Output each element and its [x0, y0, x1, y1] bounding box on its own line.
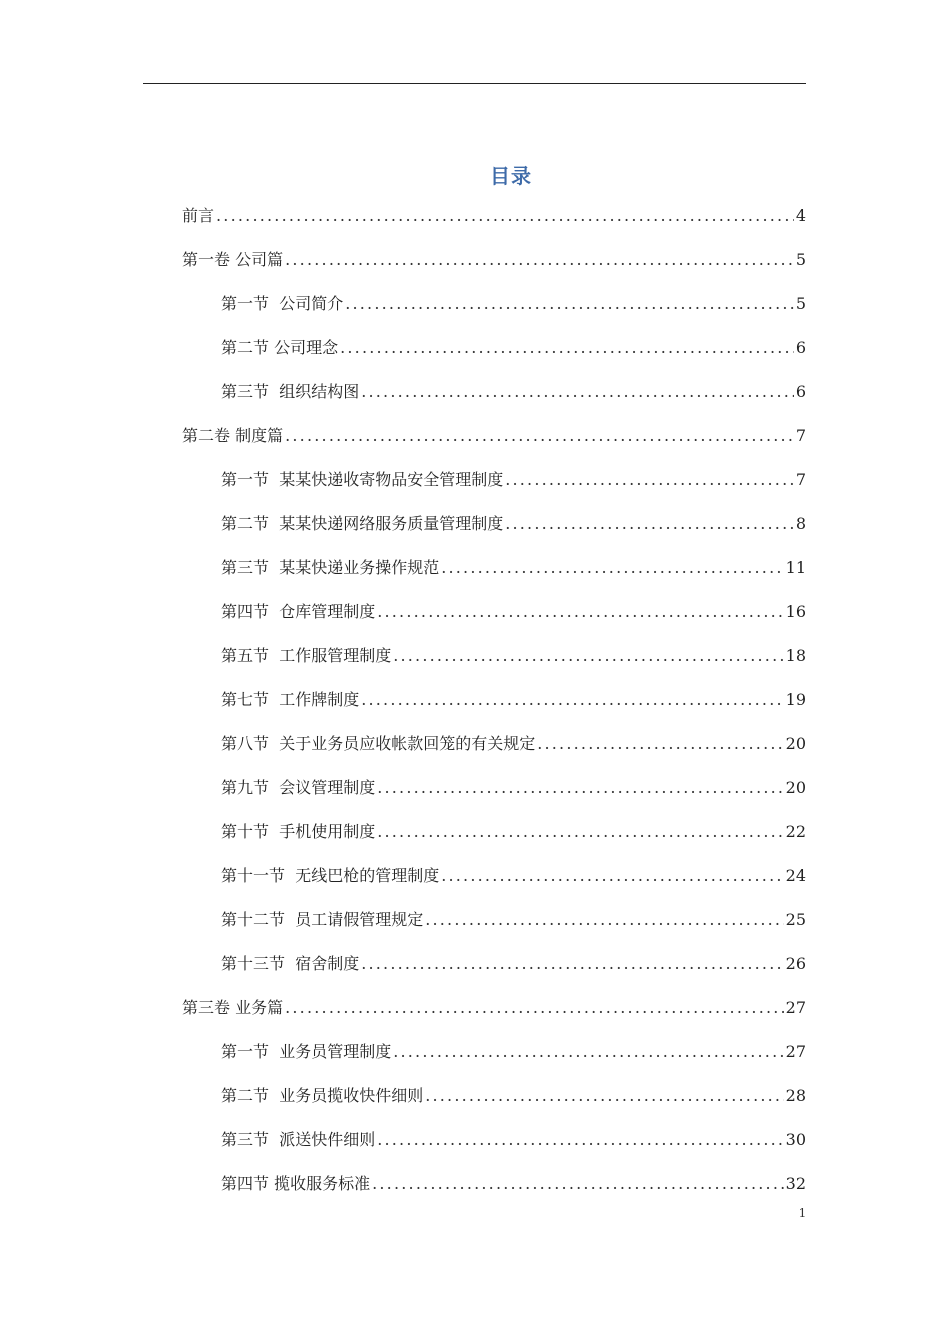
toc-entry-title: 工作服管理制度	[279, 646, 392, 665]
dot-leader	[425, 910, 783, 930]
toc-entry-title: 手机使用制度	[279, 822, 376, 841]
dot-leader	[377, 602, 783, 622]
toc-entry-title: 公司简介	[279, 294, 344, 313]
toc-entry-page: 7	[795, 470, 806, 489]
toc-entry-number: 第九节	[221, 778, 280, 797]
toc-entry-number: 第八节	[221, 734, 280, 753]
toc-entry-section[interactable]	[182, 282, 806, 326]
toc-entry-page: 20	[785, 734, 806, 753]
dot-leader	[377, 822, 783, 842]
toc-entry-number: 第十三节	[221, 954, 296, 973]
toc-entry-title: 组织结构图	[279, 382, 360, 401]
toc-entry-title: 员工请假管理规定	[295, 910, 424, 929]
dot-leader	[372, 1174, 784, 1194]
toc-entry-number: 第四节	[221, 1174, 275, 1193]
toc-entry-number: 第二节	[221, 514, 280, 533]
toc-entry-section[interactable]	[182, 458, 806, 502]
toc-entry-title: 业务员揽收快件细则	[279, 1086, 424, 1105]
toc-entry-section[interactable]	[182, 1074, 806, 1118]
toc-entry-title: 业务员管理制度	[279, 1042, 392, 1061]
toc-entry-number: 第三节	[221, 382, 280, 401]
toc-entry-number: 第五节	[221, 646, 280, 665]
toc-entry-title: 制度篇	[235, 426, 284, 445]
dot-leader	[285, 998, 784, 1018]
toc-entry-section[interactable]	[182, 326, 806, 370]
toc-entry-title: 仓库管理制度	[279, 602, 376, 621]
toc-entry-title: 会议管理制度	[279, 778, 376, 797]
dot-leader	[377, 778, 783, 798]
dot-leader	[441, 866, 783, 886]
toc-entry-title: 宿舍制度	[295, 954, 360, 973]
toc-entry-title: 公司理念	[274, 338, 339, 357]
toc-entry-section[interactable]	[182, 722, 806, 766]
toc-entry-number: 第七节	[221, 690, 280, 709]
dot-leader	[216, 206, 794, 226]
toc-entry-page: 6	[795, 382, 806, 401]
toc-entry-title: 某某快递网络服务质量管理制度	[279, 514, 504, 533]
dot-leader	[425, 1086, 783, 1106]
toc-entry-number: 第二节	[221, 338, 275, 357]
toc-entry-number: 第十一节	[221, 866, 296, 885]
toc-entry-section[interactable]	[182, 502, 806, 546]
toc-entry-page: 8	[795, 514, 806, 533]
toc-title: 目录	[490, 164, 532, 188]
toc-entry-volume[interactable]	[182, 414, 806, 458]
dot-leader	[377, 1130, 783, 1150]
toc-entry-number: 第一节	[221, 470, 280, 489]
toc-entry-title: 公司篇	[235, 250, 284, 269]
dot-leader	[361, 954, 783, 974]
toc-entry-section[interactable]	[182, 1118, 806, 1162]
dot-leader	[505, 514, 794, 534]
toc-entry-page: 22	[785, 822, 806, 841]
toc-entry-number: 第一节	[221, 1042, 280, 1061]
toc-entry-section[interactable]	[182, 546, 806, 590]
toc-entry-number: 第二卷	[182, 426, 236, 445]
toc-entry-number: 第十节	[221, 822, 280, 841]
toc-entry-page: 16	[785, 602, 806, 621]
toc-entry-section[interactable]	[182, 810, 806, 854]
toc-entry-section[interactable]	[182, 370, 806, 414]
dot-leader	[285, 250, 794, 270]
dot-leader	[505, 470, 794, 490]
toc-entry-number: 第三节	[221, 1130, 280, 1149]
toc-entry-title: 派送快件细则	[279, 1130, 376, 1149]
toc-entry-number: 第十二节	[221, 910, 296, 929]
toc-entry-title: 工作牌制度	[279, 690, 360, 709]
toc-entry-page: 7	[795, 426, 806, 445]
toc-entry-page: 5	[795, 294, 806, 313]
dot-leader	[393, 1042, 783, 1062]
dot-leader	[361, 690, 783, 710]
toc-entry-section[interactable]	[182, 1030, 806, 1074]
toc-entry-section[interactable]	[182, 590, 806, 634]
dot-leader	[537, 734, 783, 754]
dot-leader	[393, 646, 783, 666]
table-of-contents	[182, 194, 806, 1206]
toc-entry-number: 第一卷	[182, 250, 236, 269]
toc-entry-page: 25	[785, 910, 806, 929]
toc-entry-page: 24	[785, 866, 806, 885]
toc-entry-page: 4	[795, 206, 806, 225]
toc-entry-number: 第四节	[221, 602, 280, 621]
toc-entry-number: 第二节	[221, 1086, 280, 1105]
toc-entry-page: 30	[785, 1130, 806, 1149]
toc-entry-section[interactable]	[182, 634, 806, 678]
dot-leader	[345, 294, 794, 314]
toc-entry-title: 业务篇	[235, 998, 284, 1017]
toc-entry-section[interactable]	[182, 942, 806, 986]
toc-entry-page: 5	[795, 250, 806, 269]
toc-entry-page: 11	[785, 558, 806, 577]
toc-entry-title: 关于业务员应收帐款回笼的有关规定	[279, 734, 536, 753]
toc-entry-page: 32	[785, 1174, 806, 1193]
toc-entry-section[interactable]	[182, 766, 806, 810]
toc-entry-page: 27	[785, 1042, 806, 1061]
toc-entry-title: 前言	[182, 206, 215, 225]
toc-entry-number: 第三卷	[182, 998, 236, 1017]
toc-entry-page: 18	[785, 646, 806, 665]
page-number: 1	[798, 1206, 807, 1220]
toc-entry-title: 某某快递业务操作规范	[279, 558, 440, 577]
toc-entry-title: 某某快递收寄物品安全管理制度	[279, 470, 504, 489]
toc-entry-page: 28	[785, 1086, 806, 1105]
toc-entry-section[interactable]	[182, 678, 806, 722]
toc-entry-number: 第一节	[221, 294, 280, 313]
dot-leader	[285, 426, 794, 446]
toc-entry-page: 27	[785, 998, 806, 1017]
toc-entry-number: 第三节	[221, 558, 280, 577]
toc-entry-volume[interactable]	[182, 238, 806, 282]
toc-entry-page: 20	[785, 778, 806, 797]
toc-entry-section[interactable]	[182, 1162, 806, 1206]
toc-entry-section[interactable]	[182, 898, 806, 942]
header-rule	[143, 83, 806, 84]
toc-entry-section[interactable]	[182, 854, 806, 898]
toc-entry-volume[interactable]	[182, 986, 806, 1030]
dot-leader	[361, 382, 794, 402]
dot-leader	[441, 558, 783, 578]
dot-leader	[340, 338, 794, 358]
toc-entry-page: 6	[795, 338, 806, 357]
toc-entry-volume[interactable]	[182, 194, 806, 238]
toc-entry-page: 26	[785, 954, 806, 973]
toc-entry-page: 19	[785, 690, 806, 709]
toc-entry-title: 揽收服务标准	[274, 1174, 371, 1193]
toc-entry-title: 无线巴枪的管理制度	[295, 866, 440, 885]
